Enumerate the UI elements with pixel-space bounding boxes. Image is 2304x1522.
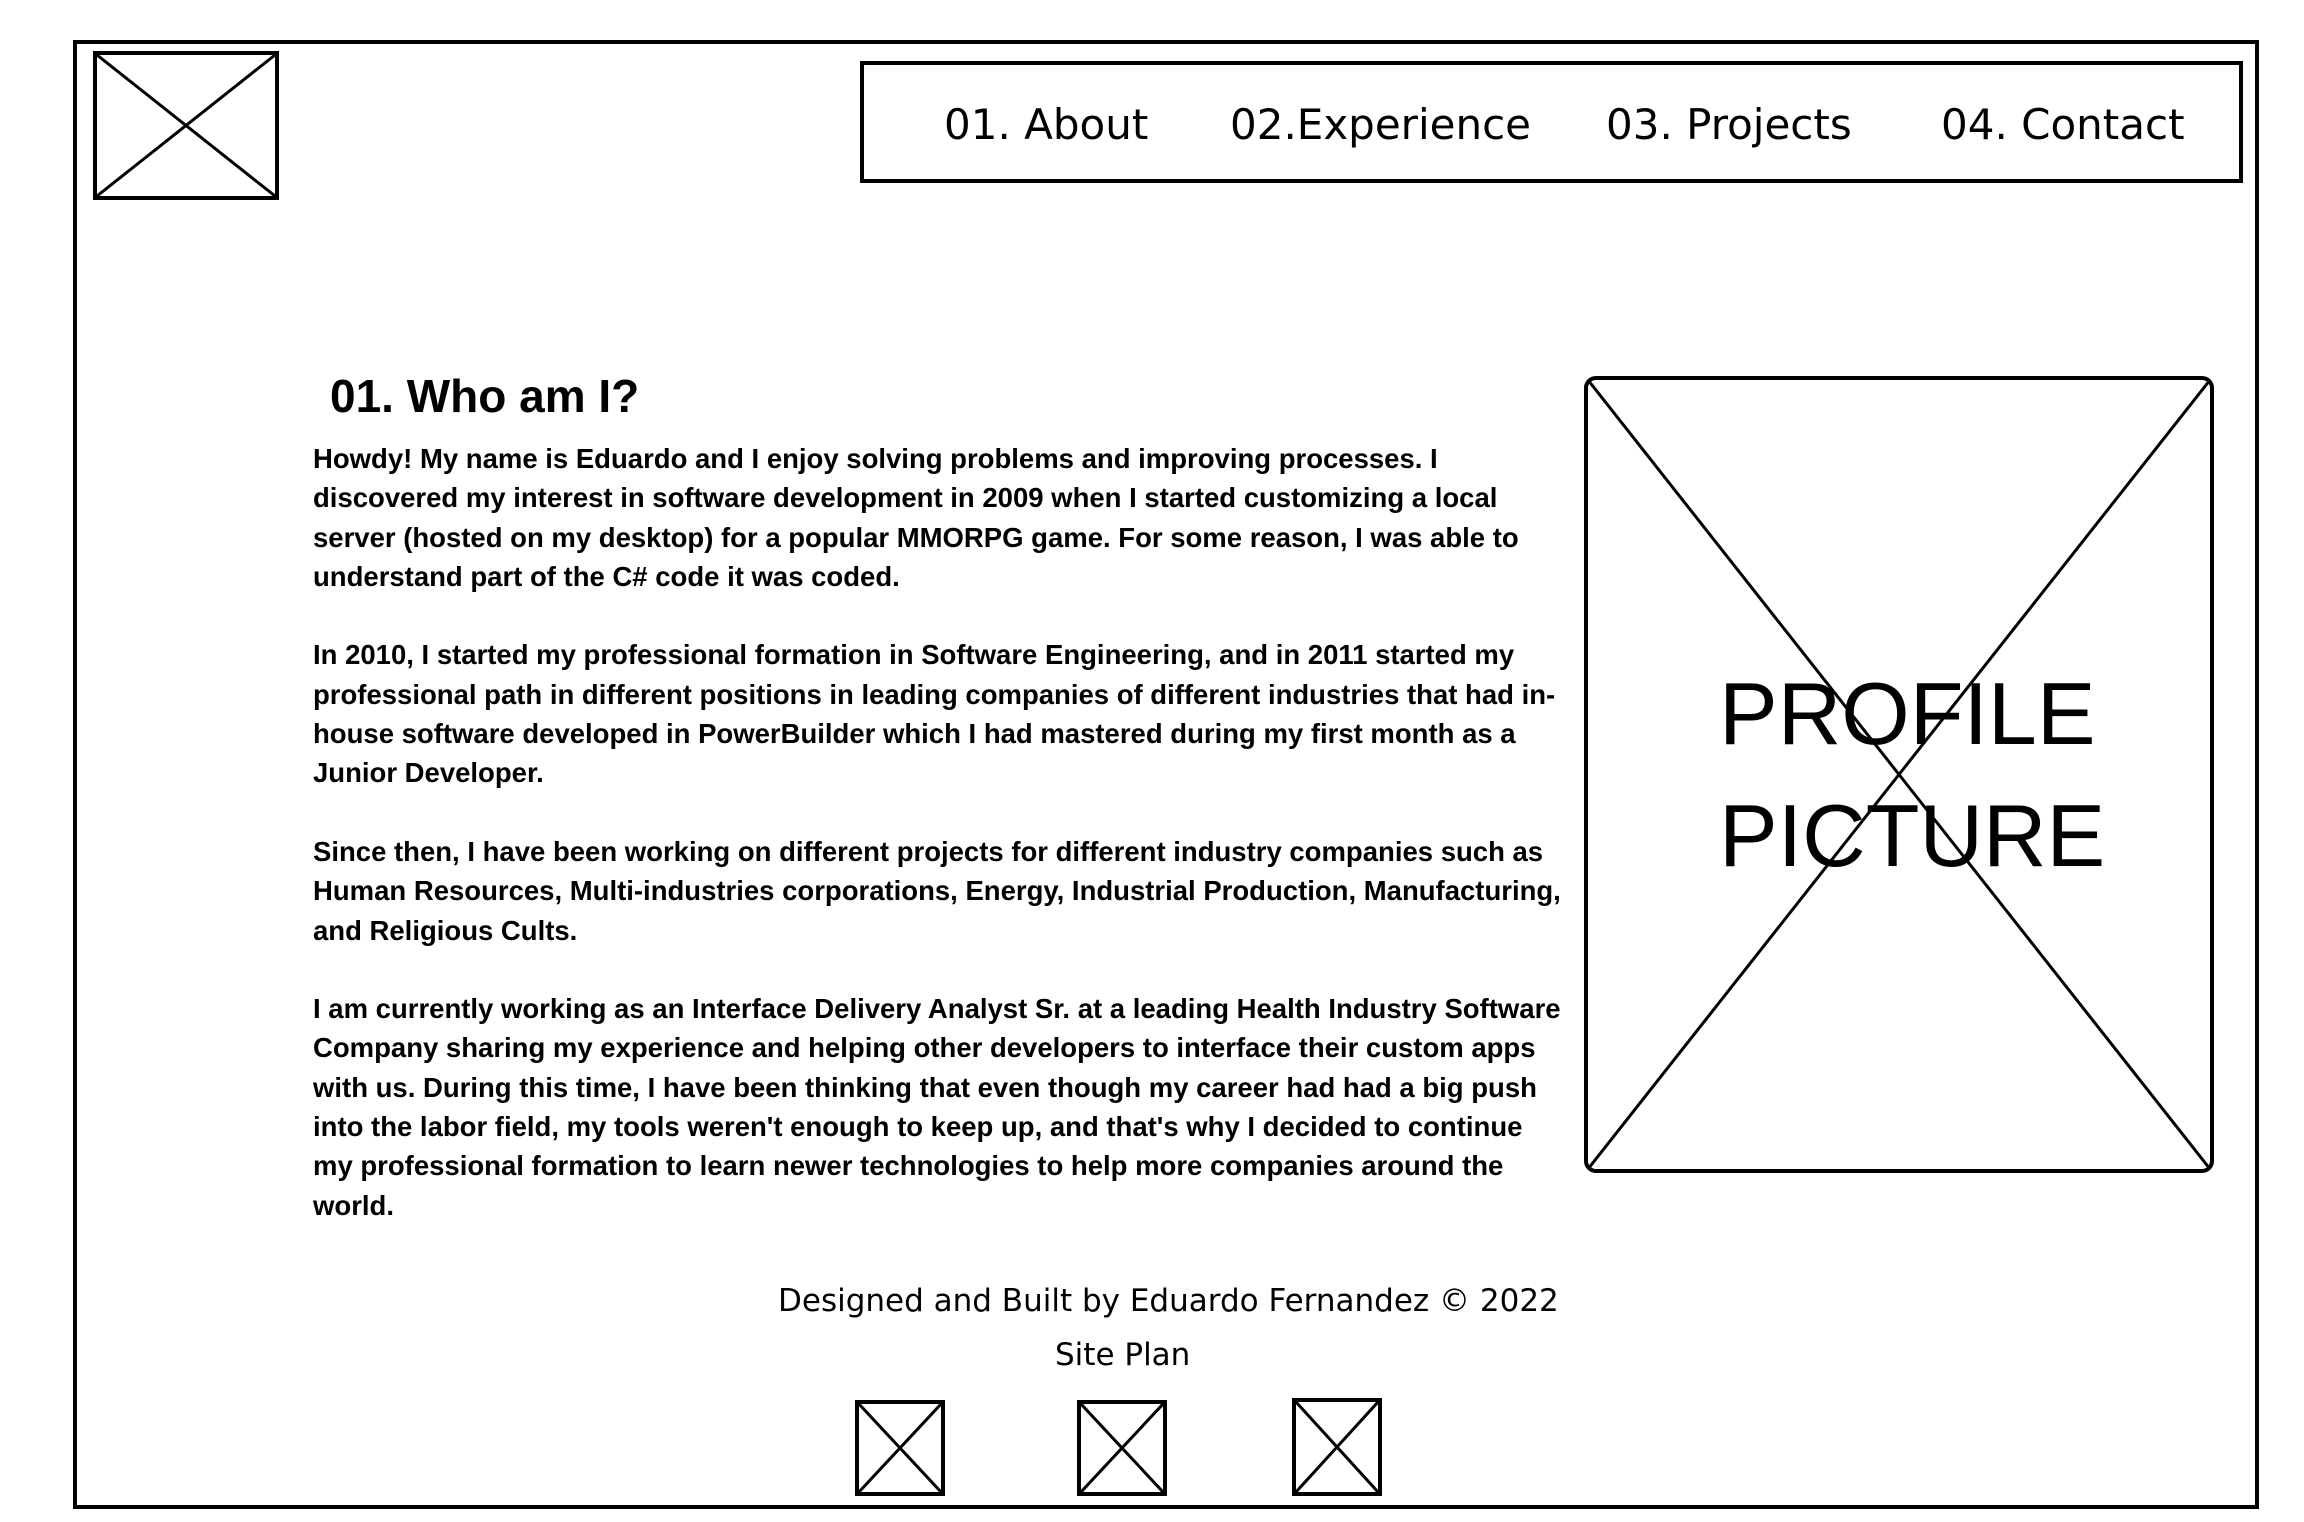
bio-paragraph: Since then, I have been working on different projects for different industry companies such as Human Resources, Multi-industries corporations, Energy, Industrial Production, Manufacturing, and Religious Cults.: [313, 835, 1561, 946]
nav-link-projects[interactable]: 03. Projects: [1606, 100, 1852, 149]
main-nav: [860, 61, 2243, 183]
social-link-1[interactable]: [855, 1400, 945, 1496]
site-plan-link[interactable]: Site Plan: [1055, 1337, 1191, 1373]
image-placeholder-icon: [859, 1404, 941, 1492]
nav-link-contact[interactable]: 04. Contact: [1941, 100, 2185, 149]
image-placeholder-icon: [97, 55, 275, 196]
nav-link-experience[interactable]: 02.Experience: [1230, 100, 1532, 149]
image-placeholder-icon: [1296, 1402, 1378, 1492]
bio-paragraph: In 2010, I started my professional formation in Software Engineering, and in 2011 started my professional path in different positions in leading companies of different industries that had in-house software developed in PowerBuilder which I had mastered during my first month as a Junior Developer.: [313, 639, 1556, 789]
footer-credit: Designed and Built by Eduardo Fernandez © 2022: [778, 1283, 1559, 1319]
nav-link-about[interactable]: 01. About: [944, 100, 1149, 149]
bio-text: [313, 439, 1563, 1225]
image-placeholder-icon: [1081, 1404, 1163, 1492]
bio-paragraph: Howdy! My name is Eduardo and I enjoy solving problems and improving processes. I discovered my interest in software development in 2009 when I started customizing a local server (hosted on my desktop) for a popular MMORPG game. For some reason, I was able to understand part of the C# code it was coded.: [313, 443, 1519, 592]
logo-placeholder[interactable]: [93, 51, 279, 200]
profile-label-line: PROFILE: [1719, 663, 2096, 763]
social-link-3[interactable]: [1292, 1398, 1382, 1496]
bio-paragraph: I am currently working as an Interface Delivery Analyst Sr. at a leading Health Industry Software Company sharing my experience and helping other developers to interface their custom apps with us. During this time, I have been thinking that even though my career had had a big push into the labor field, my tools weren't enough to keep up, and that's why I decided to continue my professional formation to learn newer technologies to help more companies around the world.: [313, 993, 1561, 1221]
section-heading: 01. Who am I?: [330, 370, 640, 422]
profile-picture: [1584, 376, 2214, 1173]
profile-picture-label: [1588, 380, 2210, 1169]
profile-label-line: PICTURE: [1719, 785, 2106, 885]
social-link-2[interactable]: [1077, 1400, 1167, 1496]
